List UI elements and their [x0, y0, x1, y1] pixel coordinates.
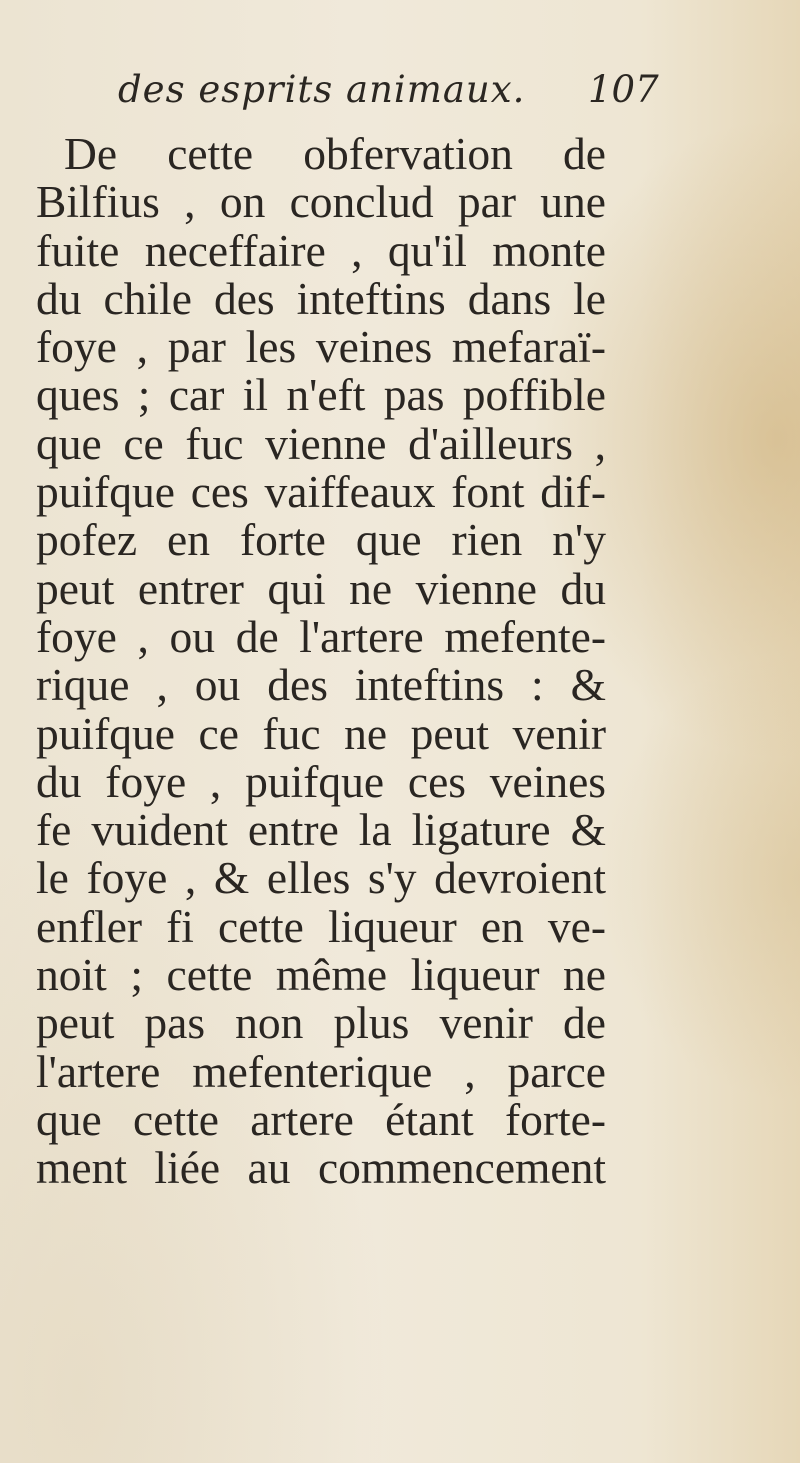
text-line: noit ; cette même liqueur ne — [36, 949, 606, 1001]
text-line: enfler fi cette liqueur en ve- — [36, 900, 606, 952]
text-line: du chile des inteftins dans le — [36, 272, 606, 324]
text-line: du foye , puifque ces veines — [36, 755, 606, 807]
text-line: fe vuident entre la ligature & — [36, 804, 606, 856]
text-line: puifque ce fuc ne peut venir — [36, 707, 606, 759]
text-line: Bilfius , on conclud par une — [36, 176, 606, 228]
text-line: pofez en forte que rien n'y — [36, 514, 606, 566]
text-line: que ce fuc vienne d'ailleurs , — [36, 417, 606, 469]
page-number: 107 — [588, 68, 659, 111]
body-text — [36, 130, 606, 1193]
running-title: des esprits animaux. — [118, 68, 526, 111]
text-line: ment liée au commencement — [36, 1142, 606, 1194]
text-line: l'artere mefenterique , parce — [36, 1045, 606, 1097]
text-line: ques ; car il n'eft pas poffible — [36, 369, 606, 421]
text-line: foye , par les veines mefaraï- — [36, 321, 606, 373]
text-line: rique , ou des inteftins : & — [36, 659, 606, 711]
text-line: fuite neceffaire , qu'il monte — [36, 224, 606, 276]
text-line: puifque ces vaiffeaux font dif- — [36, 466, 606, 518]
text-line: peut pas non plus venir de — [36, 997, 606, 1049]
text-line: De cette obfervation de — [64, 128, 606, 179]
text-line: le foye , & elles s'y devroient — [36, 852, 606, 904]
text-line: que cette artere étant forte- — [36, 1093, 606, 1145]
page-header — [118, 68, 718, 118]
text-line: foye , ou de l'artere mefente- — [36, 610, 606, 662]
text-line: peut entrer qui ne vienne du — [36, 562, 606, 614]
